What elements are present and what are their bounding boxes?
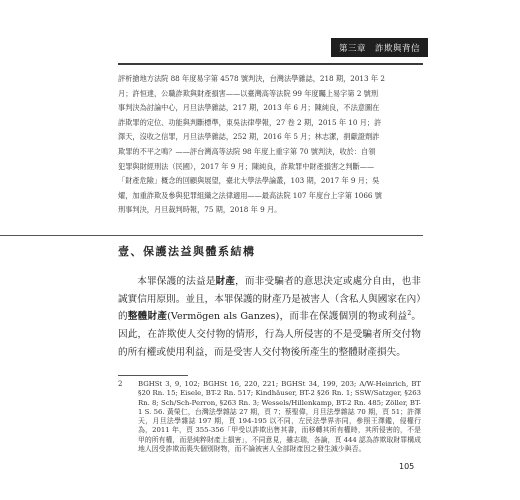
chapter-title: 第三章 詐欺與背信 [338, 43, 420, 54]
section-divider [0, 235, 423, 236]
text-run: 。因此，在詐欺使人交付物的情形，行為人所侵害的不是受騙者所交付物的所有權或使用利益，而是受害人交付物後所產生的整體財產損失。 [118, 311, 422, 358]
chapter-header [331, 38, 428, 57]
continuation-line: 欺罪的不平之鳴？——評台灣高等法院 98 年度上重字第 70 號判決，收於：自領 [118, 146, 376, 156]
continuation-line: 詐欺罪的定位、功能與判斷標準，東吳法律學報，27 卷 2 期，2015 年 10 月；許 [118, 117, 382, 127]
paragraph-1 [118, 273, 421, 362]
footnote-ref[interactable]: 2 [407, 310, 412, 318]
continuation-line: 評析搶地方法院 88 年度易字第 4578 號判決，台灣法學雜誌，218 期，2013 年 2 [118, 74, 385, 83]
continuation-line: 犯罪與財經刑法（民國），2017 年 9 月；陳純良，詐欺罪中財產損害之判斷—— [118, 161, 375, 171]
footnote [118, 380, 421, 454]
continuation-line: 燿，加重詐欺及參與犯罪組織之法律適用——最高法院 107 年度台上字第 1066 號 [118, 190, 382, 200]
header-rule [118, 63, 423, 65]
footnote-rule [118, 375, 188, 376]
text-run: 本罪保護的法益是 [137, 276, 216, 287]
continuation-line: 刑事判決，月旦裁判時報，75 期，2018 年 9 月。 [118, 205, 282, 215]
continuation-line: 事判決為討論中心，月旦法學雜誌，217 期，2013 年 6 月；陳純良，不法意圖在 [118, 103, 380, 113]
emphasis-property: 財產 [215, 276, 236, 287]
section-heading: 壹、保護法益與體系結構 [118, 245, 256, 258]
footnote-text: BGHSt 3, 9, 102; BGHSt 16, 220, 221; BGHSt 34, 199, 203; A/W-Heinrich, BT §20 Rn. 15; Eisele, BT-2 Rn. 517; Kindhäuser, BT-2 §26 Rn. 1; SSW/Satzger, §263 Rn. 8; Sch/Sch-Perron, §263 Rn. 3; Wessels/Hillenkamp, BT-2 Rn. 485; Zöller, BT-1 S. 56. 黃榮仁，台灣法學雜誌 27 期，頁 7；蔡聖偉，月旦法學雜誌 70 期，頁 51；許澤天，月旦法學雜誌 197 期，頁 194-195 以不同，左民法學界亦同，參照王澤鑑，侵權行為，2011 年，頁 355-356「甲受以詐欺出售其書，而移轉其所有權時，其所侵害的，不是甲的所有權，而是純粹財產上損害」，不同意見，雖志瑞，各論，頁 444 認為詐欺取財罪構成地人因受詐欺而喪失個別財物，而不論被害人全部財產因之發生減少與否。 [138, 380, 421, 454]
continuation-line: 月；許恒達，公職詐欺與財產損害——以臺灣高等法院 99 年度矚上易字第 2 號刑 [118, 88, 379, 98]
footnote-number: 2 [118, 380, 123, 388]
body-paragraph [118, 273, 421, 362]
continuation-line: 「財產危險」概念的回顧與展望，臺北大學法學論叢，103 期，2017 年 9 月；吳 [118, 176, 380, 186]
text-run: (Vermögen als Ganzes)，而非在保護個別的物或利益 [167, 311, 408, 323]
page-number: 105 [399, 462, 415, 471]
continuation-line: 澤天，沒收之信罪，月旦法學雜誌，252 期，2016 年 5 月；林志潔，捐獻證劑詐 [118, 132, 380, 142]
footnote-continuation [118, 72, 421, 218]
text-run: ，而非受騙者的意思決定或處分自由，也非誠實信用原則。並且，本罪保護的財產乃是被害人（含私人與國家在內）的 [118, 276, 422, 323]
emphasis-whole-assets: 整體財產 [127, 311, 168, 323]
